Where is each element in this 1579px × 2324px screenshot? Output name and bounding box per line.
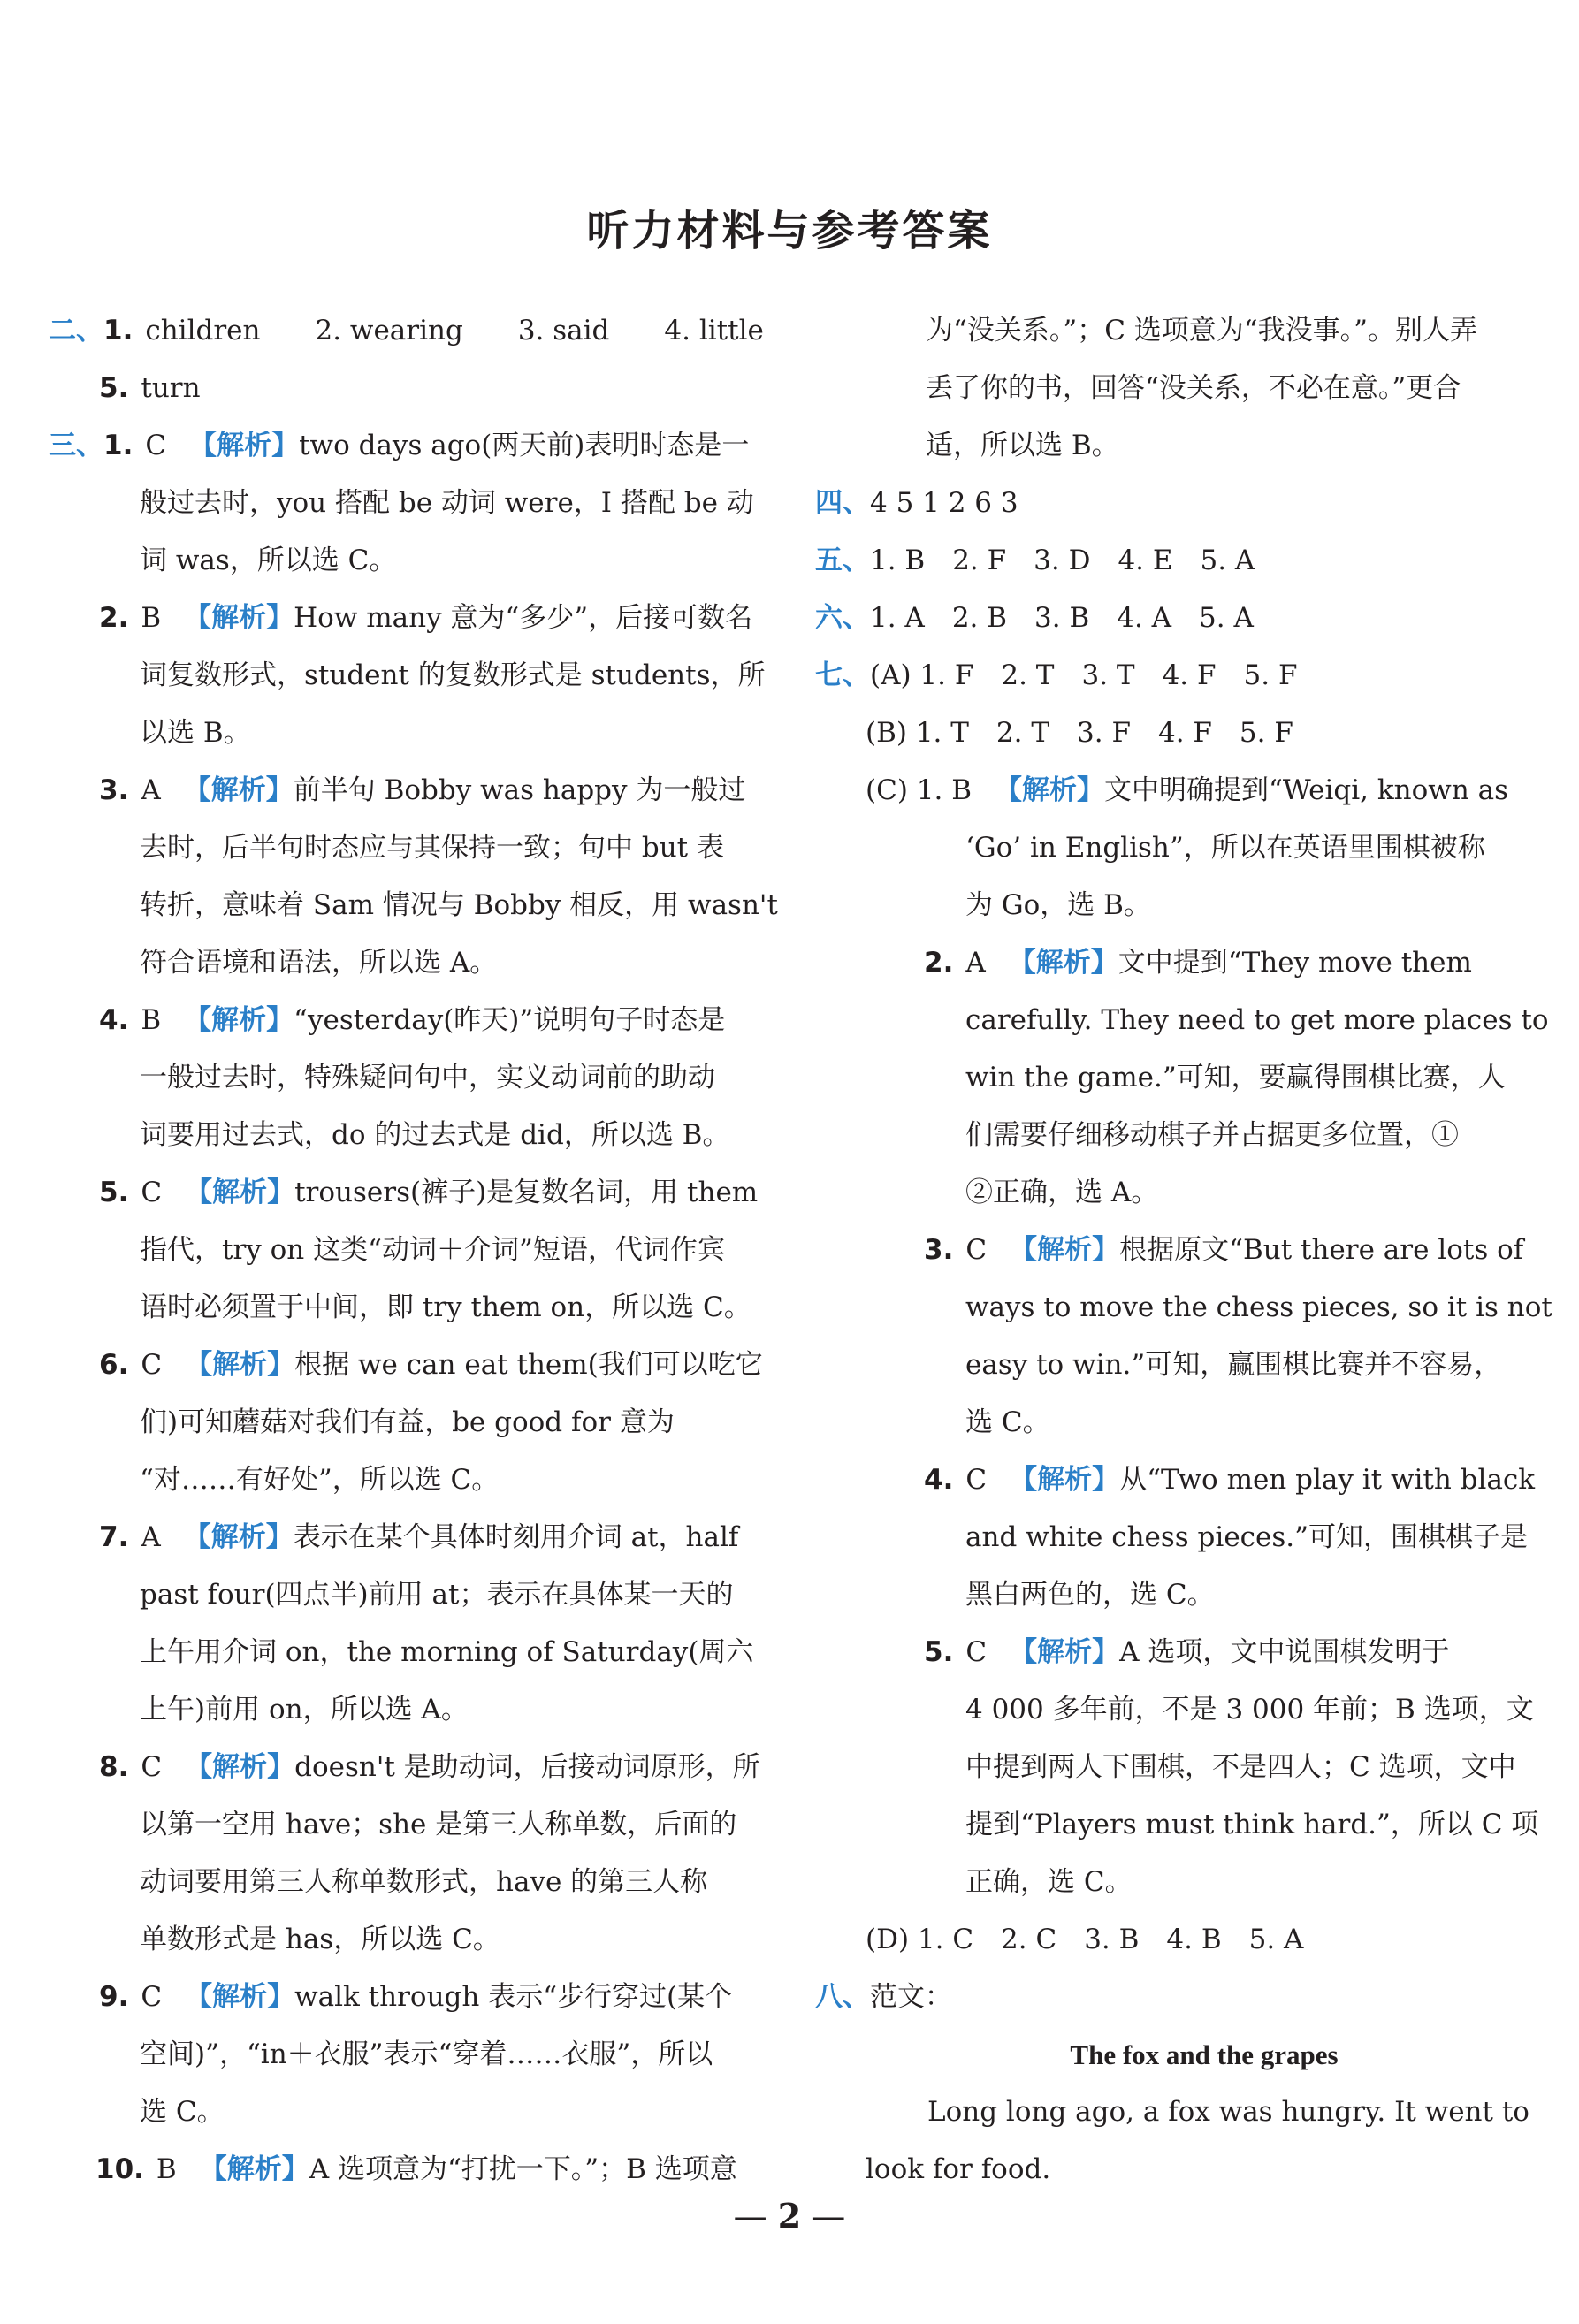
answer-line: 词要用过去式，do 的过去式是 did，所以选 B。 bbox=[140, 1119, 730, 1151]
answer-line: 正确，选 C。 bbox=[965, 1866, 1133, 1898]
section-marker: 七、 bbox=[815, 659, 870, 691]
answer-line: 动词要用第三人称单数形式，have 的第三人称 bbox=[140, 1866, 708, 1898]
answer-line: 转折，意味着 Sam 情况与 Bobby 相反，用 wasn't bbox=[140, 889, 778, 921]
answer-line: and white chess pieces.”可知，围棋棋子是 bbox=[965, 1521, 1528, 1553]
section-marker: 四、 bbox=[815, 487, 870, 519]
analysis-tag: 【解析】 bbox=[183, 774, 294, 806]
answer-line: 选 C。 bbox=[965, 1406, 1050, 1438]
answer-line: “对……有好处”，所以选 C。 bbox=[140, 1464, 500, 1496]
answer-line: 去时，后半句时态应与其保持一致；句中 but 表 bbox=[140, 832, 724, 864]
section-marker: 三、 bbox=[49, 430, 103, 461]
answer-line: 符合语境和语法，所以选 A。 bbox=[140, 947, 498, 979]
answer-line: 黑白两色的，选 C。 bbox=[965, 1579, 1215, 1611]
answer-line: (B) 1. T 2. T 3. F 4. F 5. F bbox=[866, 717, 1293, 749]
essay-title: The fox and the grapes bbox=[1070, 2039, 1339, 2070]
analysis-tag: 【解析】 bbox=[183, 1521, 294, 1553]
answer-line: ②正确，选 A。 bbox=[965, 1177, 1159, 1208]
answer-line: 适，所以选 B。 bbox=[926, 430, 1119, 461]
section-marker: 二、 bbox=[49, 315, 103, 347]
answer-line: 词 was，所以选 C。 bbox=[140, 545, 397, 576]
answer-line: carefully. They need to get more places to bbox=[965, 1004, 1549, 1036]
answer-line: 五、1. B 2. F 3. D 4. E 5. A bbox=[815, 532, 1540, 590]
answer-line: 6. C 【解析】根据 we can eat them(我们可以吃它 bbox=[99, 1349, 763, 1381]
analysis-tag: 【解析】 bbox=[184, 602, 294, 634]
answer-line: 3. C 【解析】根据原文“But there are lots of bbox=[924, 1234, 1524, 1266]
answer-line: 七、(A) 1. F 2. T 3. T 4. F 5. F bbox=[815, 647, 1540, 705]
section-marker: 五、 bbox=[815, 545, 870, 576]
answer-line: 们)可知蘑菇对我们有益，be good for 意为 bbox=[140, 1406, 675, 1438]
answer-line: 般过去时，you 搭配 be 动词 were，I 搭配 be 动 bbox=[140, 487, 754, 519]
answer-line: 5. C 【解析】trousers(裤子)是复数名词，用 them bbox=[99, 1177, 759, 1208]
analysis-tag: 【解析】 bbox=[185, 1751, 295, 1783]
answer-line: 上午用介词 on，the morning of Saturday(周六 bbox=[140, 1636, 754, 1668]
answer-line: 四、4 5 1 2 6 3 bbox=[815, 475, 1540, 532]
answer-line: 4 000 多年前，不是 3 000 年前；B 选项，文 bbox=[965, 1694, 1534, 1726]
analysis-tag: 【解析】 bbox=[1008, 947, 1118, 979]
page-title: 听力材料与参考答案 bbox=[586, 206, 993, 255]
answer-line: 7. A 【解析】表示在某个具体时刻用介词 at，half bbox=[99, 1521, 739, 1553]
page-number: — 2 — bbox=[733, 2196, 846, 2236]
answer-line: 空间)”，“in＋衣服”表示“穿着……衣服”，所以 bbox=[140, 2038, 713, 2070]
answer-line: ‘Go’ in English”，所以在英语里围棋被称 bbox=[965, 832, 1485, 864]
answer-line: 8. C 【解析】doesn't 是助动词，后接动词原形，所 bbox=[99, 1751, 760, 1783]
answer-line: (D) 1. C 2. C 3. B 4. B 5. A bbox=[866, 1924, 1304, 1955]
answer-line: 以第一空用 have；she 是第三人称单数，后面的 bbox=[140, 1809, 737, 1840]
right-column bbox=[815, 302, 1552, 2198]
analysis-tag: 【解析】 bbox=[185, 1981, 295, 2013]
answer-line: 六、1. A 2. B 3. B 4. A 5. A bbox=[815, 590, 1540, 647]
answer-line: 以选 B。 bbox=[140, 717, 251, 749]
answer-line: 指代，try on 这类“动词＋介词”短语，代词作宾 bbox=[140, 1234, 725, 1266]
answer-line: 4. B 【解析】“yesterday(昨天)”说明句子时态是 bbox=[99, 1004, 726, 1036]
answer-line: 2. A 【解析】文中提到“They move them bbox=[924, 947, 1472, 979]
analysis-tag: 【解析】 bbox=[1010, 1464, 1120, 1496]
answer-line: 中提到两人下围棋，不是四人；C 选项，文中 bbox=[965, 1751, 1516, 1783]
answer-line: 选 C。 bbox=[140, 2096, 225, 2128]
answer-line: 为“没关系。”；C 选项意为“我没事。”。别人弄 bbox=[926, 315, 1477, 347]
section-marker: 六、 bbox=[815, 602, 870, 634]
answer-line: ways to move the chess pieces, so it is not bbox=[965, 1292, 1552, 1323]
answer-line: 提到“Players must think hard.”，所以 C 项 bbox=[965, 1809, 1539, 1840]
analysis-tag: 【解析】 bbox=[189, 430, 300, 461]
answer-line: 八、范文： bbox=[815, 1969, 1540, 2026]
answer-line: 4. C 【解析】从“Two men play it with black bbox=[924, 1464, 1536, 1496]
answer-line: 3. A 【解析】前半句 Bobby was happy 为一般过 bbox=[99, 774, 746, 806]
answer-line: 三、1. C 【解析】two days ago(两天前)表明时态是一 bbox=[49, 417, 774, 475]
left-column bbox=[49, 302, 778, 2198]
answer-line: 丢了你的书，回答“没关系，不必在意。”更合 bbox=[926, 372, 1461, 404]
answer-line: 单数形式是 has，所以选 C。 bbox=[140, 1924, 500, 1955]
analysis-tag: 【解析】 bbox=[994, 774, 1104, 806]
answer-line: 2. B 【解析】How many 意为“多少”，后接可数名 bbox=[99, 602, 753, 634]
answer-line: 5. C 【解析】A 选项，文中说围棋发明于 bbox=[924, 1636, 1450, 1668]
analysis-tag: 【解析】 bbox=[185, 1177, 295, 1208]
answer-line: 一般过去时，特殊疑问句中，实义动词前的助动 bbox=[140, 1062, 715, 1093]
answer-line: 词复数形式，student 的复数形式是 students，所 bbox=[140, 659, 766, 691]
analysis-tag: 【解析】 bbox=[185, 1349, 295, 1381]
analysis-tag: 【解析】 bbox=[1010, 1234, 1120, 1266]
answer-line: 们需要仔细移动棋子并占据更多位置，① bbox=[965, 1119, 1459, 1151]
answer-line: 语时必须置于中间，即 try them on，所以选 C。 bbox=[140, 1292, 751, 1323]
essay-line: look for food. bbox=[866, 2153, 1051, 2185]
analysis-tag: 【解析】 bbox=[184, 1004, 294, 1036]
essay-line: Long long ago, a fox was hungry. It went to bbox=[927, 2096, 1529, 2128]
answer-line: (C) 1. B 【解析】文中明确提到“Weiqi, known as bbox=[866, 774, 1509, 806]
answer-line: 上午)前用 on，所以选 A。 bbox=[140, 1694, 469, 1726]
answer-line: past four(四点半)前用 at；表示在具体某一天的 bbox=[140, 1579, 734, 1611]
answer-line: easy to win.”可知，赢围棋比赛并不容易， bbox=[965, 1349, 1502, 1381]
answer-line: 10. B 【解析】A 选项意为“打扰一下。”；B 选项意 bbox=[95, 2153, 737, 2185]
section-marker: 八、 bbox=[815, 1981, 870, 2013]
answer-line: win the game.”可知，要赢得围棋比赛，人 bbox=[965, 1062, 1506, 1093]
answer-line: 二、1. children 2. wearing 3. said 4. little bbox=[49, 302, 774, 360]
answer-line: 为 Go，选 B。 bbox=[965, 889, 1151, 921]
analysis-tag: 【解析】 bbox=[199, 2153, 309, 2185]
analysis-tag: 【解析】 bbox=[1010, 1636, 1120, 1668]
answer-line: 5. turn bbox=[99, 372, 201, 404]
answer-line: 9. C 【解析】walk through 表示“步行穿过(某个 bbox=[99, 1981, 733, 2013]
